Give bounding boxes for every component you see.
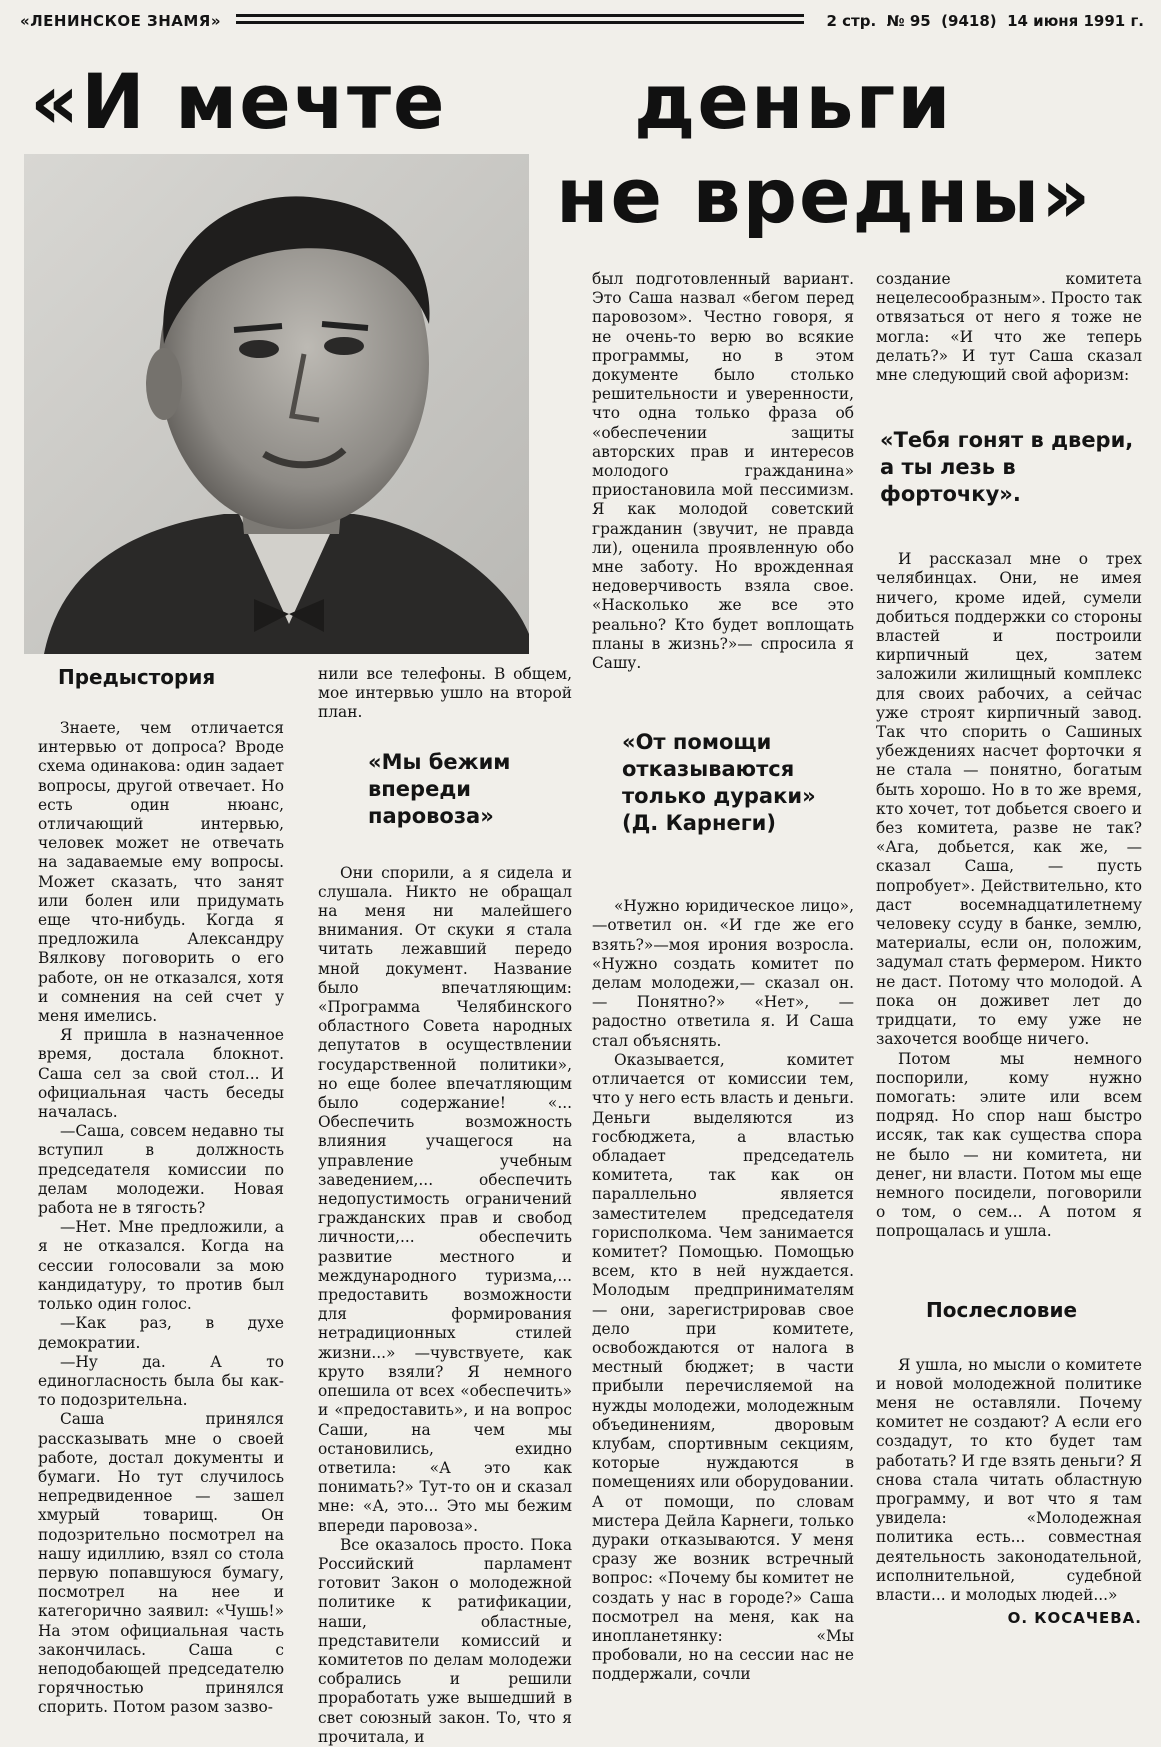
paragraph: «Нужно юридическое лицо»,—ответил он. «И где же его взять?»—моя ирония возросла. «Нужно создать комитет по делам молодежи,— сказал он. — Понятно?» «Нет», — радостно ответила я. И Саша стал объяснять. (592, 897, 854, 1050)
headline-line2: не вредны» (556, 151, 1093, 240)
paragraph: Я ушла, но мысли о комитете и новой молодежной политике меня не оставляли. Почему комитет не создают? А если его создадут, то кто будет там работать? И где взять деньги? Я снова стала читать областную программу, и вот что я там увидела: «Молодежная политика есть... совместная деятельность законодательной, исполнительной, судебной власти... и молодых людей...» (876, 1355, 1142, 1604)
column-2 (318, 665, 572, 1747)
column-1 (38, 665, 284, 1718)
paragraph: был подготовленный вариант. Это Саша назвал «бегом перед паровозом». Честно говоря, я не очень-то верю во всякие программы, но в этом документе было столько решительности и уверенности, что одна только фраза об «обеспечении защиты авторских прав и интересов молодого гражданина» приостановила мой пессимизм. Я как молодой советский гражданин (звучит, не правда ли), оценила проявленную обо мне заботу. Но врожденная недоверчивость взяла свое. «Насколько же все это реально? Кто будет воплощать планы в жизнь?»— спросила я Сашу. (592, 270, 854, 673)
column-3 (592, 270, 854, 1685)
paragraph: —Как раз, в духе демократии. (38, 1314, 284, 1352)
paragraph: Потом мы немного поспорили, кому нужно помогать: элите или всем подряд. Но спор наш быстро иссяк, так как существа спора не было — ни комитета, ни денег, ни власти. Потом мы еще немного посидели, поговорили о том, о сем... А потом я попрощалась и ушла. (876, 1049, 1142, 1241)
newspaper-name: «ЛЕНИНСКОЕ ЗНАМЯ» (20, 12, 222, 30)
section-heading-prehistory: Предыстория (58, 665, 216, 689)
masthead (14, 4, 1146, 34)
author-signature: О. КОСАЧЕВА. (1007, 1609, 1142, 1628)
paragraph: —Ну да. А то единогласность была бы как-то подозрительна. (38, 1352, 284, 1410)
paragraph: Они спорили, а я сидела и слушала. Никто не обращал на меня ни малейшего внимания. От скуки я стала читать лежавший передо мной документ. Название было впечатляющим: «Программа Челябинского областного Совета народных депутатов в осуществлении государственной политики», но еще более впечатляющим было содержание! «... Обеспечить возможность влияния учащегося на управление учебным заведением,... обеспечить недопустимость ограничений гражданских прав и свобод личности,... обеспечить развитие местного и международного туризма,... предоставить возможности для формирования нетрадиционных стилей жизни...» —чувствуете, как круто взяли? Я немного опешила от всех «обеспечить» и «предоставить», и на вопрос Саши, на чем мы остановились, ехидно ответила: «А это как понимать?» Тут-то он и сказал мне: «А, это... Это мы бежим впереди паровоза». (318, 863, 572, 1535)
paragraph: —Нет. Мне предложили, а я не отказался. Когда на сессии голосовали за мою кандидатуру, то против был только один голос. (38, 1218, 284, 1314)
paragraph: Знаете, чем отличается интервью от допроса? Вроде схема одинакова: один задает вопросы, другой отвечает. Но есть один нюанс, отличающий интервью, человек может не отвечать на задаваемые ему вопросы. Может сказать, что занят или болен или придумать еще что-нибудь. Когда я предложила Александру Вялкову поговорить о его работе, он не отказался, хотя и сомнения на сей счет у меня имелись. (38, 719, 284, 1026)
callout-door-window: «Тебя гонят в двери, а ты лезь в форточку». (880, 428, 1134, 507)
callout-carnegie: «От помощи отказываются только дураки» (Д. Карнеги) (622, 730, 816, 836)
paragraph: Все оказалось просто. Пока Российский парламент готовит Закон о молодежной политике к ратификации, наши, областные, представители комиссий и комитетов по делам молодежи собрались и решили проработать уже вышедший в свет союзный закон. То, что я прочитала, и (318, 1535, 572, 1746)
paragraph: И рассказал мне о трех челябинцах. Они, не имея ничего, кроме идей, сумели добиться поддержки со стороны властей и построили кирпичный цех, затем заложили жилищный комплекс для своих рабочих, а сейчас уже строят кирпичный завод. Так что спорить о Сашиных убеждениях насчет форточки я не стала — понятно, богатым быть хорошо. Но в то же время, кто хочет, тот добьется своего и без комитета, разве не так? «Ага, добьется, как же, — сказал Саша, — пусть попробует». Действительно, кто даст восемнадцатилетнему человеку ссуду в банке, землю, материалы, если он, положим, задумал стать фермером. Никто не даст. Потому что молодой. А пока он доживет лет до тридцати, то ему уже не захочется вообще ничего. (876, 550, 1142, 1049)
paragraph: нили все телефоны. В общем, мое интервью ушло на второй план. (318, 665, 572, 722)
portrait-photo (24, 154, 529, 654)
paragraph: создание комитета нецелесообразным». Просто так отвязаться от него я тоже не могла: «И что же теперь делать?» И тут Саша сказал мне следующий свой афоризм: (876, 270, 1142, 385)
paragraph: Оказывается, комитет отличается от комиссии тем, что у него есть власть и деньги. Деньги выделяются из госбюджета, а властью обладает председатель комитета, так как он параллельно является заместителем председателя горисполкома. Чем занимается комитет? Помощью. Помощью всем, кто в ней нуждается. Молодым предпринимателям — они, зарегистрировав свое дело при комитете, освобождаются от налога в местный бюджет; в части прибыли перечисляемой на нужды молодежи, молодежным объединениям, дворовым клубам, спортивным секциям, которые нуждаются в помещениях или оборудовании. А от помощи, по словам мистера Дейла Карнеги, только дураки отказываются. У меня сразу же возник встречный вопрос: «Почему бы комитет не создать у нас в городе?» Саша посмотрел на меня, как на инопланетянку: «Мы пробовали, но на сессии нас не поддержали, сочли (592, 1050, 854, 1684)
masthead-rule (236, 14, 804, 24)
paragraph: —Саша, совсем недавно ты вступил в должность председателя комиссии по делам молодежи. Новая работа не в тягость? (38, 1122, 284, 1218)
paragraph: Я пришла в назначенное время, достала блокнот. Саша сел за свой стол... И официальная часть беседы началась. (38, 1026, 284, 1122)
section-heading-afterword: Послесловие (926, 1297, 1078, 1322)
callout-we-run-ahead: «Мы бежим впереди паровоза» (368, 749, 511, 828)
headline-line1-right: деньги (634, 57, 953, 146)
paragraph: Саша принялся рассказывать мне о своей работе, достал документы и бумаги. Но тут случилось непредвиденное — зашел хмурый товарищ. Он подозрительно посмотрел на нашу идиллию, взял со стола первую попавшуюся бумагу, посмотрел на нее и категорично заявил: «Чушь!» На этом официальная часть закончилась. Саша с неподобающей председателю горячностью принялся спорить. Потом разом зазво- (38, 1410, 284, 1717)
column-4 (876, 270, 1142, 1628)
headline-line1-left: «И мечте (30, 57, 447, 146)
issue-info: 2 стр. № 95 (9418) 14 июня 1991 г. (826, 12, 1144, 30)
